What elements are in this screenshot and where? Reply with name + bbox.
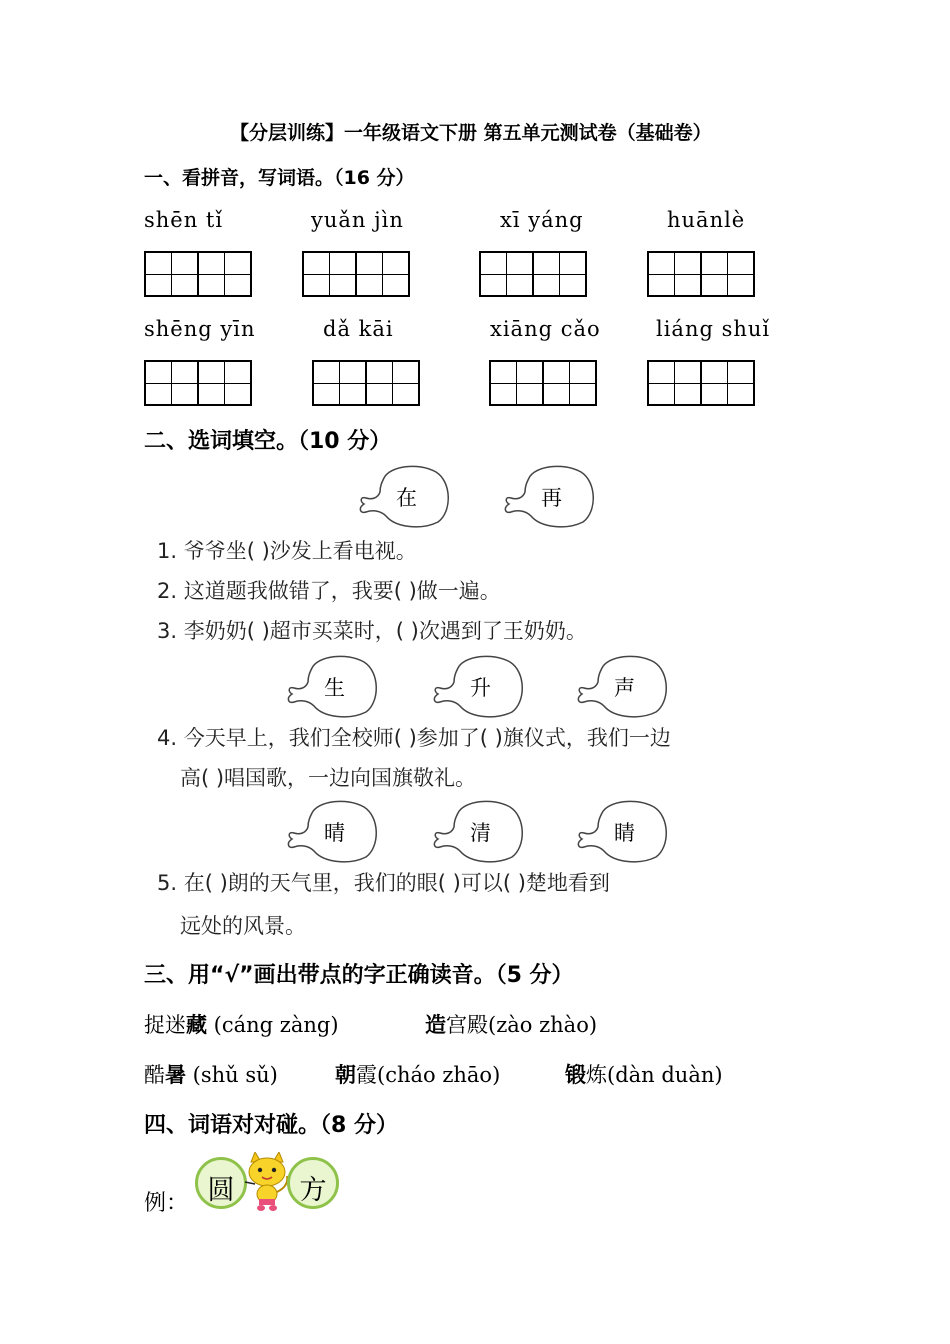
cat-mascot-icon [241, 1152, 293, 1212]
section1-heading: 一、看拼音，写词语。（16 分） [144, 167, 415, 189]
word-bubble [574, 799, 670, 865]
question-4-line2: 高( )唱国歌，一边向国旗敬礼。 [180, 766, 477, 790]
pinyin-label: huānlè [667, 208, 746, 232]
writing-grid[interactable] [489, 360, 597, 406]
dotted-char: 暑 [165, 1062, 186, 1087]
pinyin-label: xī yáng [500, 208, 584, 232]
bubble-word: 清 [470, 821, 491, 845]
reading-item [144, 1009, 339, 1039]
question-2: 2. 这道题我做错了，我要( )做一遍。 [157, 579, 501, 603]
item-options: (cáng zàng) [207, 1013, 339, 1037]
reading-item [565, 1059, 723, 1089]
pinyin-label: yuǎn jìn [311, 208, 404, 232]
item-options: 宫殿(zào zhào) [446, 1013, 598, 1037]
bubble-word: 在 [396, 486, 417, 510]
word-bubble [284, 799, 380, 865]
word-bubble [430, 799, 526, 865]
example-right-word: 方 [299, 1175, 327, 1206]
example-left-circle [195, 1157, 247, 1209]
item-options: 霞(cháo zhāo) [356, 1063, 501, 1087]
item-prefix: 酷 [144, 1063, 165, 1087]
section2-heading: 二、选词填空。（10 分） [144, 429, 392, 454]
pinyin-label: liáng shuǐ [656, 317, 771, 341]
example-label: 例： [144, 1191, 189, 1216]
page-title: 【分层训练】一年级语文下册 第五单元测试卷（基础卷） [230, 122, 712, 144]
section4-heading: 四、词语对对碰。（8 分） [144, 1113, 398, 1138]
section3-heading: 三、用“√”画出带点的字正确读音。（5 分） [144, 963, 574, 988]
bubble-word: 升 [470, 676, 491, 700]
reading-item [335, 1059, 500, 1089]
reading-item [425, 1009, 597, 1039]
question-5-line2: 远处的风景。 [180, 914, 306, 938]
question-4-line1: 4. 今天早上，我们全校师( )参加了( )旗仪式，我们一边 [157, 726, 671, 750]
reading-item [144, 1059, 278, 1089]
bubble-word: 睛 [614, 821, 635, 845]
dotted-char: 造 [425, 1012, 446, 1037]
pinyin-label: shēn tǐ [144, 208, 224, 232]
question-1: 1. 爷爷坐( )沙发上看电视。 [157, 539, 417, 563]
pinyin-label: dǎ kāi [323, 317, 394, 341]
word-bubble [356, 464, 452, 530]
question-5-line1: 5. 在( )朗的天气里，我们的眼( )可以( )楚地看到 [157, 871, 610, 895]
writing-grid[interactable] [312, 360, 420, 406]
writing-grid[interactable] [302, 251, 410, 297]
writing-grid[interactable] [479, 251, 587, 297]
dotted-char: 藏 [186, 1012, 207, 1037]
writing-grid[interactable] [647, 360, 755, 406]
bubble-word: 晴 [324, 821, 345, 845]
writing-grid[interactable] [647, 251, 755, 297]
item-prefix: 捉迷 [144, 1013, 186, 1037]
dotted-char: 朝 [335, 1062, 356, 1087]
word-bubble [574, 654, 670, 720]
example-right-circle [287, 1157, 339, 1209]
pinyin-label: xiāng cǎo [490, 317, 601, 341]
word-bubble [430, 654, 526, 720]
bubble-word: 生 [324, 676, 345, 700]
example-left-word: 圆 [207, 1175, 235, 1206]
item-options: 炼(dàn duàn) [586, 1063, 723, 1087]
pinyin-label: shēng yīn [144, 317, 256, 341]
item-options: (shǔ sǔ) [186, 1063, 278, 1087]
bubble-word: 声 [614, 676, 635, 700]
dotted-char: 锻 [565, 1062, 586, 1087]
bubble-word: 再 [541, 486, 562, 510]
question-3: 3. 李奶奶( )超市买菜时，( )次遇到了王奶奶。 [157, 619, 587, 643]
word-bubble [284, 654, 380, 720]
writing-grid[interactable] [144, 251, 252, 297]
word-bubble [501, 464, 597, 530]
writing-grid[interactable] [144, 360, 252, 406]
